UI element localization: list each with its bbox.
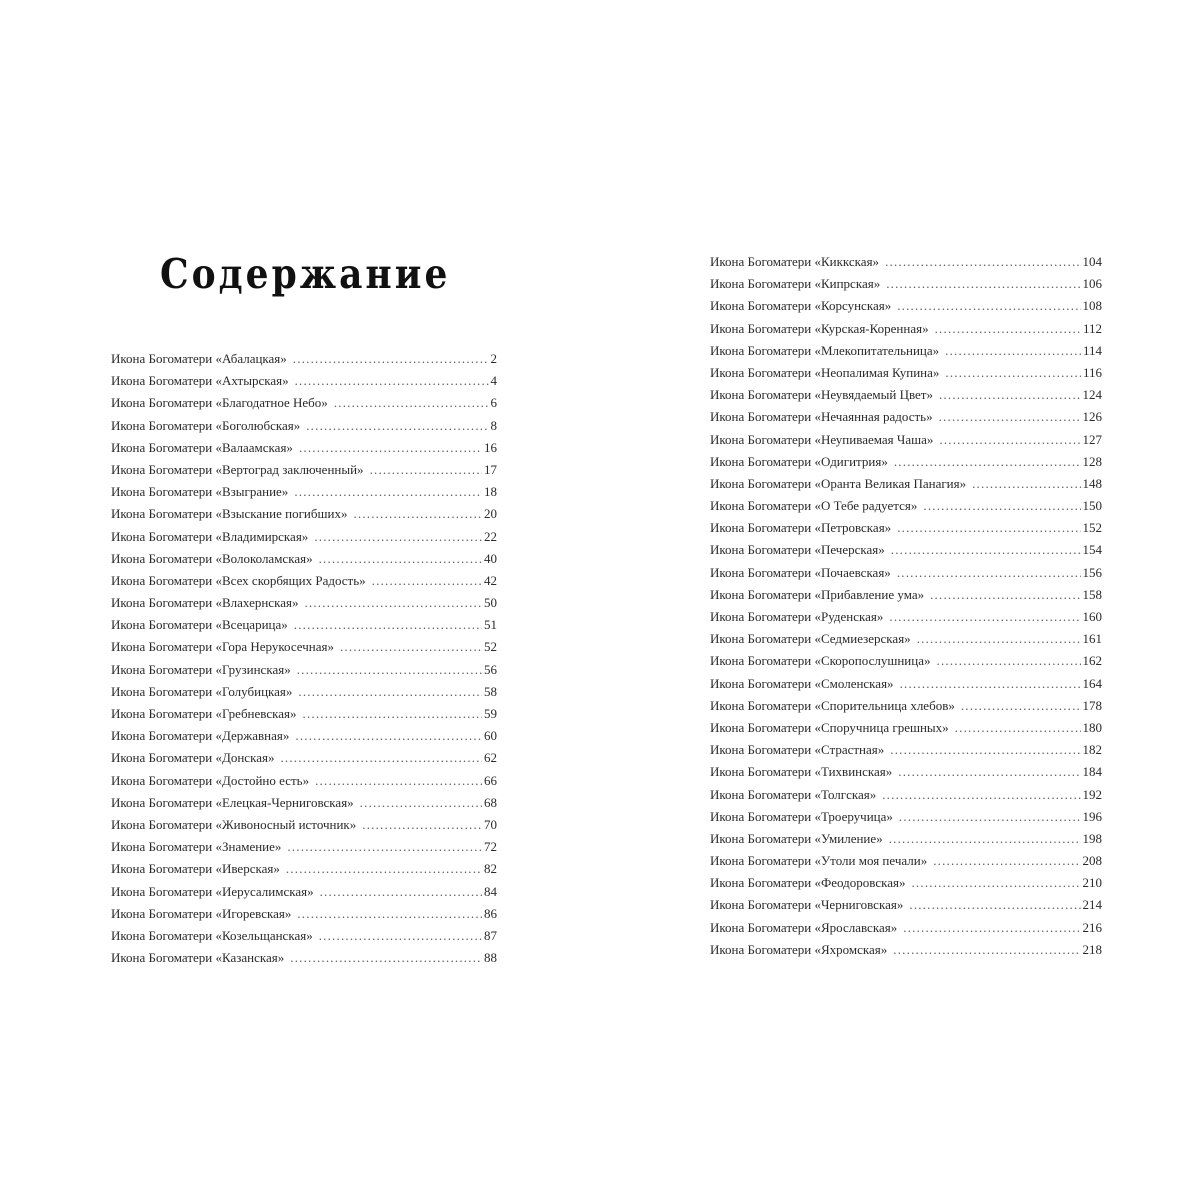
toc-leader-dots [890, 739, 1080, 761]
toc-entry [710, 295, 1102, 317]
toc-entry [111, 437, 497, 459]
toc-entry-page: 104 [1082, 254, 1102, 269]
toc-entry [111, 459, 497, 481]
toc-entry-page: 126 [1082, 409, 1102, 425]
toc-leader-dots [939, 406, 1081, 428]
toc-entry-title: Икона Богоматери «Смоленская» [710, 675, 894, 691]
toc-entry [111, 636, 497, 658]
toc-entry [710, 939, 1102, 961]
toc-entry-title: Икона Богоматери «Феодоровская» [710, 875, 906, 891]
toc-entry [111, 881, 497, 903]
toc-entry-page: 62 [484, 750, 497, 766]
toc-entry-page: 114 [1082, 342, 1102, 358]
toc-entry-title: Икона Богоматери «Игоревская» [111, 905, 292, 921]
toc-entry [710, 784, 1102, 806]
toc-entry-title: Икона Богоматери «Печерская» [710, 542, 885, 558]
toc-entry [111, 681, 497, 703]
toc-entry [111, 392, 497, 414]
toc-entry-page: 116 [1082, 364, 1102, 380]
toc-entry [111, 548, 497, 570]
toc-entry-page: 192 [1082, 786, 1102, 802]
toc-entry-page: 66 [484, 772, 497, 788]
toc-entry-title: Икона Богоматери «Гребневская» [111, 706, 297, 721]
toc-entry [710, 384, 1102, 406]
toc-leader-dots [894, 451, 1081, 473]
toc-entry [710, 473, 1102, 495]
toc-leader-dots [297, 903, 482, 925]
toc-entry [710, 362, 1102, 384]
toc-entry [710, 872, 1102, 894]
toc-entry [111, 858, 497, 880]
toc-entry-page: 56 [484, 661, 497, 677]
toc-entry-page: 22 [484, 528, 497, 544]
toc-entry [111, 792, 497, 814]
toc-leader-dots [303, 703, 483, 725]
toc-entry-title: Икона Богоматери «Казанская» [111, 950, 285, 966]
toc-entry-page: 16 [484, 439, 497, 455]
toc-entry-title: Икона Богоматери «Толгская» [710, 786, 877, 802]
toc-entry-title: Икона Богоматери «Почаевская» [710, 564, 891, 580]
toc-entry-page: 8 [490, 417, 497, 433]
toc-right-column [710, 251, 1102, 961]
toc-entry-page: 84 [484, 883, 497, 899]
toc-entry-title: Икона Богоматери «Неопалимая Купина» [710, 364, 940, 380]
toc-entry-page: 162 [1082, 653, 1102, 669]
toc-entry-title: Икона Богоматери «Троеручица» [710, 808, 893, 824]
toc-entry [111, 659, 497, 681]
toc-entry-title: Икона Богоматери «Корсунская» [710, 298, 892, 314]
toc-entry [710, 917, 1102, 939]
toc-entry-title: Икона Богоматери «Всех скорбящих Радость» [111, 572, 366, 588]
toc-entry-page: 128 [1082, 453, 1102, 469]
toc-leader-dots [360, 792, 482, 814]
toc-leader-dots [319, 925, 482, 947]
toc-leader-dots [893, 939, 1080, 961]
toc-entry-page: 161 [1082, 631, 1102, 647]
toc-entry-page: 150 [1082, 498, 1102, 514]
toc-leader-dots [939, 429, 1080, 451]
toc-leader-dots [295, 370, 489, 392]
toc-entry-page: 106 [1082, 276, 1102, 292]
toc-leader-dots [935, 318, 1081, 340]
toc-leader-dots [314, 526, 482, 548]
toc-left-column [111, 348, 497, 969]
toc-leader-dots [886, 273, 1080, 295]
toc-entry-page: 72 [484, 839, 497, 855]
toc-entry [111, 703, 497, 725]
toc-entry [111, 725, 497, 747]
toc-entry-title: Икона Богоматери «Кипрская» [710, 276, 881, 292]
toc-entry-page: 208 [1082, 853, 1102, 869]
toc-entry-title: Икона Богоматери «Петровская» [710, 520, 892, 536]
toc-leader-dots [293, 348, 489, 370]
toc-entry [710, 584, 1102, 606]
toc-entry-page: 50 [484, 595, 497, 611]
toc-entry-page: 196 [1082, 808, 1102, 824]
toc-leader-dots [298, 681, 482, 703]
toc-entry-page: 218 [1082, 941, 1102, 957]
toc-entry [710, 739, 1102, 761]
toc-entry-title: Икона Богоматери «Знамение» [111, 839, 282, 855]
toc-entry [710, 318, 1102, 340]
toc-entry [710, 628, 1102, 650]
toc-entry [710, 539, 1102, 561]
toc-leader-dots [340, 636, 482, 658]
toc-leader-dots [294, 481, 482, 503]
toc-entry-page: 156 [1082, 564, 1102, 580]
toc-leader-dots [972, 473, 1080, 495]
toc-entry-page: 82 [484, 861, 497, 877]
toc-leader-dots [897, 562, 1081, 584]
toc-entry-page: 182 [1082, 742, 1102, 758]
toc-entry-page: 154 [1082, 542, 1102, 558]
toc-leader-dots [939, 384, 1081, 406]
toc-entry-title: Икона Богоматери «Козельщанская» [111, 927, 313, 943]
toc-entry-title: Икона Богоматери «О Тебе радуется» [710, 498, 918, 514]
toc-entry-page: 198 [1082, 830, 1102, 846]
toc-entry-title: Икона Богоматери «Оранта Великая Панагия» [710, 475, 967, 491]
toc-entry-title: Икона Богоматери «Грузинская» [111, 661, 291, 677]
toc-entry-page: 51 [484, 617, 497, 633]
toc-entry [710, 406, 1102, 428]
toc-entry-page: 4 [490, 373, 497, 389]
toc-leader-dots [304, 592, 482, 614]
toc-entry-title: Икона Богоматери «Взыскание погибших» [111, 506, 348, 522]
toc-leader-dots [889, 828, 1081, 850]
toc-entry-title: Икона Богоматери «Спорительница хлебов» [710, 697, 955, 713]
toc-entry-page: 40 [484, 550, 497, 566]
toc-leader-dots [923, 495, 1080, 517]
toc-entry-page: 112 [1082, 320, 1102, 336]
toc-entry-page: 148 [1082, 475, 1102, 491]
toc-leader-dots [299, 437, 482, 459]
toc-entry-title: Икона Богоматери «Ахтырская» [111, 373, 289, 389]
toc-leader-dots [897, 517, 1080, 539]
toc-entry [710, 251, 1102, 273]
toc-entry [710, 806, 1102, 828]
toc-leader-dots [945, 340, 1081, 362]
toc-entry-title: Икона Богоматери «Скоропослушница» [710, 653, 931, 669]
page-title: Содержание [160, 250, 451, 299]
toc-entry [111, 925, 497, 947]
toc-entry-page: 68 [484, 794, 497, 810]
toc-entry-page: 6 [490, 395, 497, 411]
toc-entry [111, 903, 497, 925]
toc-entry-page: 216 [1082, 919, 1102, 935]
toc-entry-title: Икона Богоматери «Абалацкая» [111, 351, 287, 366]
toc-leader-dots [903, 917, 1080, 939]
toc-entry-page: 70 [484, 816, 497, 832]
toc-entry [111, 370, 497, 392]
toc-entry-title: Икона Богоматери «Киккская» [710, 254, 880, 269]
toc-entry-title: Икона Богоматери «Всецарица» [111, 617, 288, 633]
toc-entry [710, 894, 1102, 916]
toc-leader-dots [945, 362, 1081, 384]
toc-entry [111, 947, 497, 969]
toc-leader-dots [286, 858, 482, 880]
toc-entry-title: Икона Богоматери «Елецкая-Черниговская» [111, 794, 354, 810]
toc-entry [710, 606, 1102, 628]
toc-entry [111, 348, 497, 370]
toc-leader-dots [334, 392, 489, 414]
toc-leader-dots [362, 814, 482, 836]
toc-leader-dots [955, 717, 1081, 739]
toc-leader-dots [320, 881, 482, 903]
toc-leader-dots [899, 806, 1081, 828]
toc-entry-page: 210 [1082, 875, 1102, 891]
toc-entry-title: Икона Богоматери «Боголюбская» [111, 417, 301, 433]
toc-entry-title: Икона Богоматери «Споручница грешных» [710, 719, 949, 735]
toc-entry-title: Икона Богоматери «Нечаянная радость» [710, 409, 933, 425]
toc-entry-title: Икона Богоматери «Достойно есть» [111, 772, 310, 788]
toc-entry-title: Икона Богоматери «Одигитрия» [710, 453, 888, 469]
toc-leader-dots [961, 695, 1081, 717]
toc-leader-dots [287, 836, 482, 858]
toc-entry-page: 108 [1082, 298, 1102, 314]
toc-entry-title: Икона Богоматери «Руденская» [710, 609, 884, 624]
toc-leader-dots [891, 539, 1081, 561]
toc-entry-title: Икона Богоматери «Благодатное Небо» [111, 395, 328, 411]
toc-leader-dots [882, 784, 1080, 806]
toc-entry-title: Икона Богоматери «Млекопитательница» [710, 342, 940, 358]
toc-entry [710, 429, 1102, 451]
toc-leader-dots [885, 251, 1080, 273]
toc-entry-page: 20 [484, 506, 497, 522]
toc-leader-dots [933, 850, 1080, 872]
toc-entry-title: Икона Богоматери «Влахернская» [111, 595, 299, 611]
toc-entry-title: Икона Богоматери «Тихвинская» [710, 764, 893, 780]
toc-entry-title: Икона Богоматери «Утоли моя печали» [710, 853, 928, 869]
toc-entry [111, 592, 497, 614]
toc-entry-page: 87 [484, 927, 497, 943]
toc-entry [710, 828, 1102, 850]
toc-entry-title: Икона Богоматери «Иерусалимская» [111, 883, 314, 899]
toc-entry-title: Икона Богоматери «Державная» [111, 728, 290, 744]
toc-entry-title: Икона Богоматери «Прибавление ума» [710, 586, 925, 602]
toc-entry-page: 158 [1082, 586, 1102, 602]
toc-entry-title: Икона Богоматери «Черниговская» [710, 897, 904, 913]
toc-leader-dots [306, 415, 488, 437]
toc-entry [710, 717, 1102, 739]
toc-entry [710, 273, 1102, 295]
toc-entry-page: 86 [484, 905, 497, 921]
toc-entry [710, 673, 1102, 695]
toc-entry-title: Икона Богоматери «Седмиезерская» [710, 631, 911, 647]
toc-entry-page: 178 [1082, 697, 1102, 713]
toc-leader-dots [295, 725, 482, 747]
toc-leader-dots [294, 614, 482, 636]
toc-entry [710, 562, 1102, 584]
toc-leader-dots [372, 570, 482, 592]
toc-entry-page: 2 [490, 351, 497, 366]
toc-leader-dots [909, 894, 1080, 916]
toc-entry [111, 614, 497, 636]
toc-entry-title: Икона Богоматери «Гора Нерукосечная» [111, 639, 334, 655]
toc-leader-dots [917, 628, 1081, 650]
toc-entry [710, 761, 1102, 783]
toc-entry [111, 814, 497, 836]
toc-entry-title: Икона Богоматери «Ярославская» [710, 919, 898, 935]
toc-entry [710, 495, 1102, 517]
toc-leader-dots [290, 947, 482, 969]
toc-entry-title: Икона Богоматери «Страстная» [710, 742, 885, 758]
toc-entry [111, 836, 497, 858]
toc-entry-page: 18 [484, 484, 497, 500]
toc-leader-dots [911, 872, 1080, 894]
toc-entry-title: Икона Богоматери «Донская» [111, 750, 275, 766]
toc-entry-page: 164 [1082, 675, 1102, 691]
toc-entry-page: 58 [484, 683, 497, 699]
toc-entry-page: 152 [1082, 520, 1102, 536]
toc-entry-title: Икона Богоматери «Волоколамская» [111, 550, 313, 566]
toc-leader-dots [900, 673, 1081, 695]
toc-entry-title: Икона Богоматери «Неувядаемый Цвет» [710, 387, 933, 403]
toc-entry-page: 59 [484, 706, 497, 721]
toc-entry [710, 650, 1102, 672]
toc-entry-title: Икона Богоматери «Вертоград заключенный» [111, 461, 364, 477]
toc-entry [111, 747, 497, 769]
toc-leader-dots [897, 295, 1080, 317]
toc-leader-dots [889, 606, 1080, 628]
toc-entry-page: 127 [1082, 431, 1102, 447]
toc-leader-dots [898, 761, 1080, 783]
toc-entry-title: Икона Богоматери «Иверская» [111, 861, 280, 877]
toc-entry-title: Икона Богоматери «Живоносный источник» [111, 816, 357, 832]
toc-entry-title: Икона Богоматери «Голубицкая» [111, 683, 293, 699]
toc-entry [710, 340, 1102, 362]
toc-entry [710, 517, 1102, 539]
toc-entry-page: 160 [1082, 609, 1102, 624]
toc-entry-title: Икона Богоматери «Яхромская» [710, 941, 888, 957]
toc-entry [111, 526, 497, 548]
toc-entry [111, 770, 497, 792]
toc-entry-title: Икона Богоматери «Умиление» [710, 830, 883, 846]
toc-entry [710, 451, 1102, 473]
toc-entry [111, 570, 497, 592]
toc-entry-page: 180 [1082, 719, 1102, 735]
toc-entry-page: 124 [1082, 387, 1102, 403]
toc-entry [111, 415, 497, 437]
toc-entry [111, 503, 497, 525]
toc-entry-page: 88 [484, 950, 497, 966]
toc-entry-page: 60 [484, 728, 497, 744]
toc-entry [710, 850, 1102, 872]
toc-entry-title: Икона Богоматери «Неупиваемая Чаша» [710, 431, 934, 447]
toc-leader-dots [370, 459, 482, 481]
toc-entry-page: 17 [484, 461, 497, 477]
toc-entry-page: 214 [1082, 897, 1102, 913]
toc-entry [710, 695, 1102, 717]
toc-leader-dots [280, 747, 482, 769]
toc-entry-title: Икона Богоматери «Взыграние» [111, 484, 289, 500]
toc-entry-title: Икона Богоматери «Валаамская» [111, 439, 293, 455]
toc-entry-page: 184 [1082, 764, 1102, 780]
toc-entry-page: 42 [484, 572, 497, 588]
toc-entry-page: 52 [484, 639, 497, 655]
toc-entry [111, 481, 497, 503]
toc-leader-dots [937, 650, 1081, 672]
toc-leader-dots [319, 548, 482, 570]
toc-leader-dots [297, 659, 482, 681]
toc-entry-title: Икона Богоматери «Курская-Коренная» [710, 320, 929, 336]
toc-leader-dots [930, 584, 1080, 606]
toc-leader-dots [353, 503, 482, 525]
toc-entry-title: Икона Богоматери «Владимирская» [111, 528, 309, 544]
toc-leader-dots [315, 770, 482, 792]
